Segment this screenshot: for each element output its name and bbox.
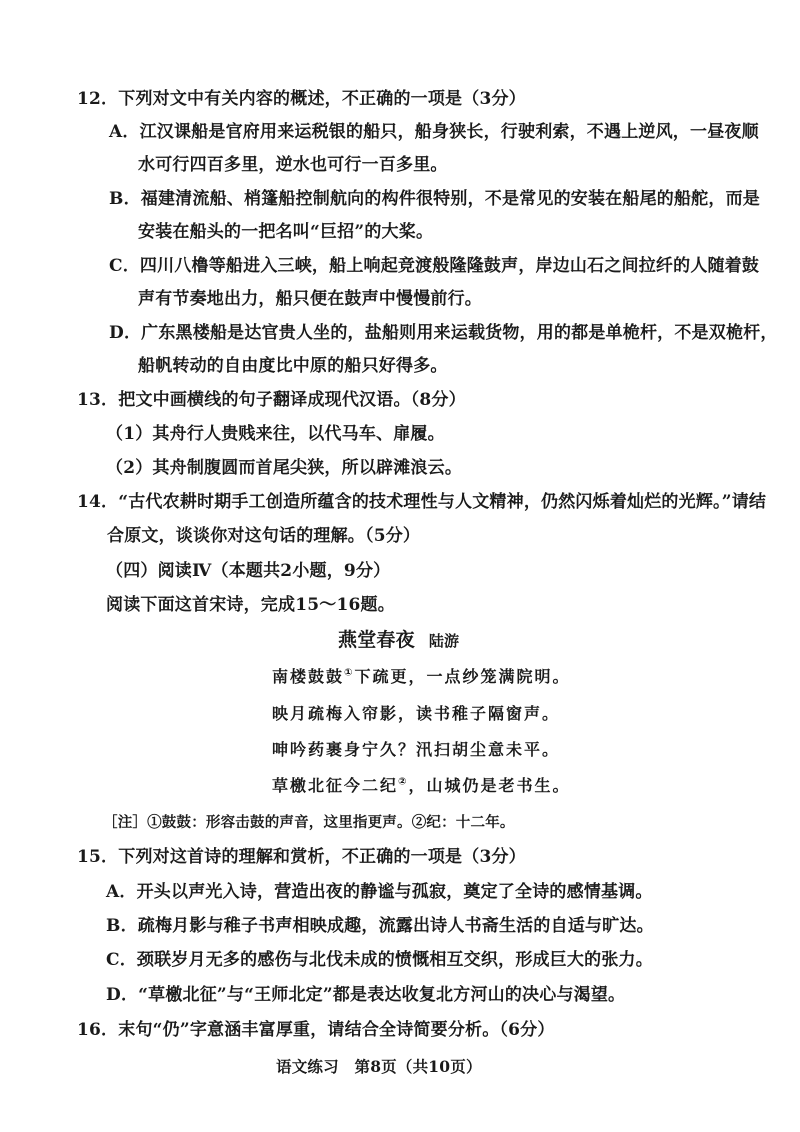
section-instruction: 阅读下面这首宋诗，完成15～16题。: [106, 595, 395, 615]
poem-line-3: 呻吟药裹身宁久？汛扫胡尘意未平。: [272, 740, 561, 759]
q12-option-d-line2: 船帆转动的自由度比中原的船只好得多。: [138, 356, 448, 376]
section-heading: （四）阅读Ⅳ（本题共2小题，9分）: [106, 561, 391, 581]
q12-option-c-line2: 声有节奏地出力，船只便在鼓声中慢慢前行。: [138, 289, 482, 309]
q12-option-b-line1: B．福建清流船、梢篷船控制航向的构件很特别，不是常见的安装在船尾的船舵，而是: [109, 189, 760, 209]
q13-sentence-1: （1）其舟行人贵贱来往，以代马车、扉履。: [106, 424, 445, 444]
q12-option-d-line1: D．广东黑楼船是达官贵人坐的，盐船则用来运载货物，用的都是单桅杆，不是双桅杆，: [109, 323, 778, 343]
poem-title: 燕堂春夜: [338, 629, 415, 651]
poem-author: 陆游: [428, 632, 460, 650]
q12-stem: 12．下列对文中有关内容的概述，不正确的一项是（3分）: [77, 89, 526, 109]
footnote-marker-1: ①: [344, 667, 355, 679]
q15-option-c: C．颈联岁月无多的感伤与北伐未成的愤慨相互交织，形成巨大的张力。: [106, 950, 653, 970]
q12-option-c-line1: C．四川八橹等船进入三峡，船上响起竞渡般隆隆鼓声，岸边山石之间拉纤的人随着鼓: [109, 256, 760, 276]
poem-line-4-part-a: 草檄北征今二纪: [272, 776, 399, 795]
poem-line-2: 映月疏梅入帘影，读书稚子隔窗声。: [272, 704, 561, 723]
poem-line-1-part-c: 下疏更，一点纱笼满院明。: [354, 667, 571, 686]
page-footer: 语文练习 第8页（共10页）: [276, 1057, 482, 1076]
poem-line-4: [272, 775, 571, 797]
q15-option-b: B．疏梅月影与稚子书声相映成趣，流露出诗人书斋生活的自适与旷达。: [106, 916, 654, 936]
q15-option-a: A．开头以声光入诗，营造出夜的静谧与孤寂，奠定了全诗的感情基调。: [106, 882, 653, 902]
q16-stem: 16．末句“仍”字意涵丰富厚重，请结合全诗简要分析。（6分）: [77, 1020, 555, 1040]
poem-line-4-part-b: ，山城仍是老书生。: [408, 776, 571, 795]
q13-sentence-2: （2）其舟制腹圆而首尾尖狭，所以辟滩浪云。: [106, 458, 463, 478]
q12-option-a-line2: 水可行四百多里，逆水也可行一百多里。: [138, 155, 448, 175]
q15-option-d: D．“草檄北征”与“王师北定”都是表达收复北方河山的决心与渴望。: [106, 985, 626, 1005]
footnote-marker-2: ②: [398, 776, 409, 788]
poem-heading: [338, 629, 459, 652]
q14-line1: 14．“古代农耕时期手工创造所蕴含的技术理性与人文精神，仍然闪烁着灿烂的光辉。”请结: [77, 492, 767, 512]
q14-line2: 合原文，谈谈你对这句话的理解。（5分）: [107, 526, 421, 546]
poem-line-1-part-b: 鼓鼓: [308, 667, 345, 686]
q13-stem: 13．把文中画横线的句子翻译成现代汉语。（8分）: [77, 390, 466, 410]
q12-option-a-line1: A．江汉课船是官府用来运税银的船只，船身狭长，行驶利索，不遇上逆风，一昼夜顺: [109, 122, 759, 142]
q12-option-b-line2: 安装在船头的一把名叫“巨招”的大桨。: [138, 222, 434, 242]
poem-line-1-part-a: 南楼: [272, 667, 309, 686]
poem-line-1: [272, 666, 571, 688]
q15-stem: 15．下列对这首诗的理解和赏析，不正确的一项是（3分）: [77, 847, 526, 867]
poem-footnote: ［注］①鼓鼓：形容击鼓的声音，这里指更声。②纪：十二年。: [103, 814, 515, 831]
